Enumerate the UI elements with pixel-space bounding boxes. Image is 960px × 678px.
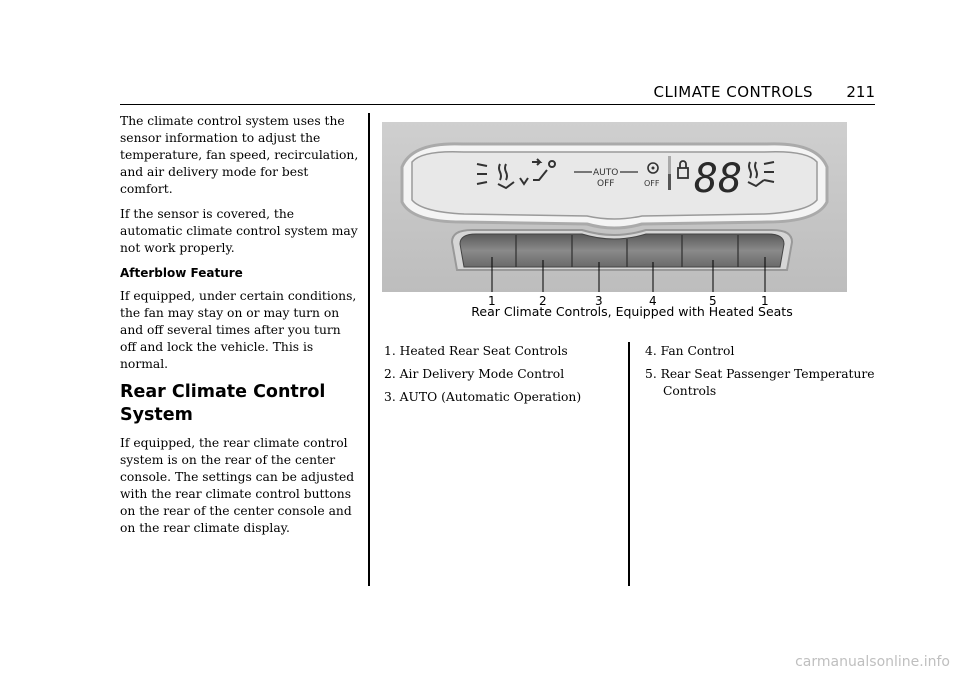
rear-climate-heading: Rear Climate Control System (120, 382, 326, 425)
legend-item: 4. Fan Control (645, 344, 735, 358)
paragraph-afterblow: If equipped, under certain conditions, the fan may stay on or may turn on and off several times after you turn off and lock the vehicle. This is normal. (120, 289, 357, 371)
temperature-display: 88 (694, 156, 743, 202)
page-header (120, 80, 875, 105)
callout-4: 4 (649, 294, 657, 308)
left-column (120, 113, 360, 545)
button-strip (460, 234, 784, 267)
paragraph-covered: If the sensor is covered, the automatic climate control system may not work properly. (120, 207, 358, 255)
legend-item: 1. Heated Rear Seat Controls (384, 344, 568, 358)
paragraph-sensor: The climate control system uses the sensor information to adjust the temperature, fan speed, recirculation, and air delivery mode for best comfort. (120, 114, 359, 196)
page-number: 211 (846, 83, 875, 101)
paragraph-rear-climate: If equipped, the rear climate control system is on the rear of the center console. The settings can be adjusted with the rear climate control buttons on the rear of the center console and on the rear climate display. (120, 436, 355, 535)
column-divider-left (368, 113, 370, 586)
legend-list-left (384, 343, 614, 412)
climate-panel-illustration (382, 122, 847, 292)
callout-1-left: 1 (488, 294, 496, 308)
callout-1-right: 1 (761, 294, 769, 308)
svg-text:OFF: OFF (644, 179, 660, 188)
legend-item: 3. AUTO (Automatic Operation) (384, 390, 582, 404)
legend-item: 5. Rear Seat Passenger Temperature Controls (645, 367, 875, 398)
callout-2: 2 (539, 294, 547, 308)
afterblow-heading: Afterblow Feature (120, 266, 243, 280)
callout-3: 3 (595, 294, 603, 308)
watermark: carmanualsonline.info (795, 654, 950, 670)
fan-level-bar (668, 156, 671, 190)
figure-caption: Rear Climate Controls, Equipped with Heated Seats (471, 304, 793, 319)
svg-text:OFF: OFF (597, 179, 615, 189)
section-title: CLIMATE CONTROLS (653, 83, 813, 101)
legend-item: 2. Air Delivery Mode Control (384, 367, 565, 381)
callout-5: 5 (709, 294, 717, 308)
column-divider-right (628, 342, 630, 586)
svg-text:AUTO: AUTO (593, 168, 619, 178)
rear-climate-controls-figure (382, 122, 847, 292)
legend-list-right (645, 343, 875, 406)
